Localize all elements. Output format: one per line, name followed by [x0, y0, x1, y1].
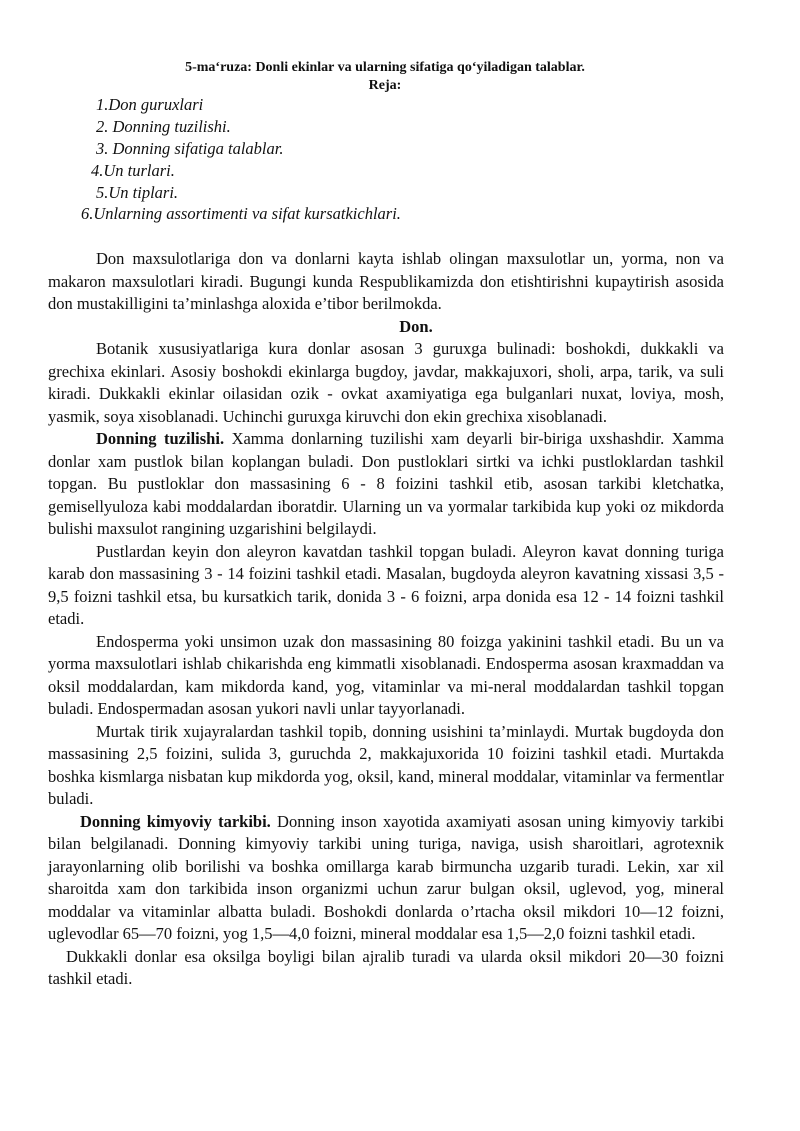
plan-item-4: 4.Un turlari. [91, 161, 175, 180]
intro-paragraph: Don maxsulotlariga don va donlarni kayta ishlab olingan maxsulotlar un, yorma, non va makaron maxsulotlari kiradi. Bugungi kunda Respublikamizda don etishtirishni kupaytirish asosida don mustakilligini ta’minlashga aloxida e’tibor berilmokda. [48, 249, 724, 313]
murtak-paragraph: Murtak tirik xujayralardan tashkil topib, donning usishini ta’minlaydi. Murtak bugdoyda don massasining 2,5 foizini, sulida 3, guruchda 2, makkajuxorida 10 foizini tashkil etadi. Murtakda boshka kismlarga nisbatan kup mikdorda yog, oksil, kand, mineral moddalar, vitaminlar va fermentlar buladi. [48, 721, 724, 808]
document-body [48, 248, 724, 991]
tuzilishi-paragraph [48, 428, 724, 541]
endosperma-paragraph: Endosperma yoki unsimon uzak don massasining 80 foizga yakinini tashkil etadi. Bu un va yorma maxsulotlari ishlab chikarishda eng kimmatli xisoblanadi. Endosperma asosan kraxmaddan va oksil moddalardan, kam mikdorda kand, yog, vitaminlar va mi-neral moddalardan tashkil topgan buladi. Endospermadan asosan yukori navli unlar tayyorlanadi. [48, 631, 724, 718]
kimyoviy-paragraph [48, 811, 724, 946]
dukkakli-paragraph: Dukkakli donlar esa oksilga boyligi bilan ajralib turadi va ularda oksil mikdori 20—30 foizni tashkil etadi. [48, 946, 724, 988]
don-heading: Don. [399, 316, 433, 336]
aleyron-paragraph: Pustlardan keyin don aleyron kavatdan tashkil topgan buladi. Aleyron kavat donning turiga karab don massasining 3 - 14 foizini tashkil etadi. Masalan, bugdoyda aleyron kavatning xissasi 3,5 - 9,5 foizni tashkil etsa, bu kursatkich tarik, donida 3 - 6 foizni, arpa donida esa 12 - 14 foizni tashkil etadi. [48, 541, 724, 628]
plan-item-3: 3. Donning sifatiga talablar. [96, 139, 284, 158]
tuzilishi-text: Xamma donlarning tuzilishi xam deyarli bir-biriga uxshashdir. Xamma donlar xam pustlok bilan koplangan buladi. Don pustloklari sirtki va ichki pustloklardan tashkil topgan. Bu pustloklar don massasining 6 - 8 foizini tashkil etib, asosan tarkibi kletchatka, gemisellyuloza kabi moddalardan iboratdir. Ularning un va yormalar tarkibida kup yoki oz mikdorda bulishi maxsulot rangining uzgarishini belgilaydi. [48, 429, 724, 538]
plan-label: Reja: [368, 78, 402, 93]
kimyoviy-text: Donning inson xayotida axamiyati asosan uning kimyoviy tarkibi bilan belgilanadi. Donning kimyoviy tarkibi uning turiga, naviga, usish sharoitlari, agrotexnik jarayonlarning olib borilishi va boshka omillarga karab birmuncha uzgarib turadi. Lekin, xar xil sharoitda xam don tarkibida inson organizmi uchun zarur bulgan oksil, uglevod, yog, mineral moddalar va vitaminlar albatta buladi. Boshokdi donlarda o’rtacha oksil mikdori 10—12 foizni, uglevodlar 65—70 foizni, yog 1,5—4,0 foizni, mineral moddalar esa 1,5—2,0 foizni tashkil etadi. [48, 811, 724, 943]
plan-item-2: 2. Donning tuzilishi. [96, 117, 231, 136]
plan-item-6: 6.Unlarning assortimenti va sifat kursatkichlari. [81, 204, 401, 223]
don-paragraph: Botanik xususiyatlariga kura donlar asosan 3 guruxga bulinadi: boshokdi, dukkakli va grechixa ekinlari. Asosiy boshokdi ekinlarga bugdoy, javdar, makkajuxori, sholi, arpa, tarik, va suli kiradi. Dukkakli ekinlar oilasidan ozik - ovkat axamiyatiga ega bulganlari nuxat, loviya, mosh, yasmik, soya xisoblanadi. Uchinchi guruxga kiruvchi don ekin grechixa xisoblanadi. [48, 339, 724, 426]
tuzilishi-heading: Donning tuzilishi. [96, 429, 225, 448]
kimyoviy-heading: Donning kimyoviy tarkibi. [80, 811, 271, 831]
plan-item-1: 1.Don guruxlari [96, 95, 204, 114]
lecture-title: 5-ma‘ruza: Donli ekinlar va ularning sifatiga qo‘yiladigan talablar. [185, 60, 585, 75]
plan-item-5: 5.Un tiplari. [96, 183, 179, 202]
